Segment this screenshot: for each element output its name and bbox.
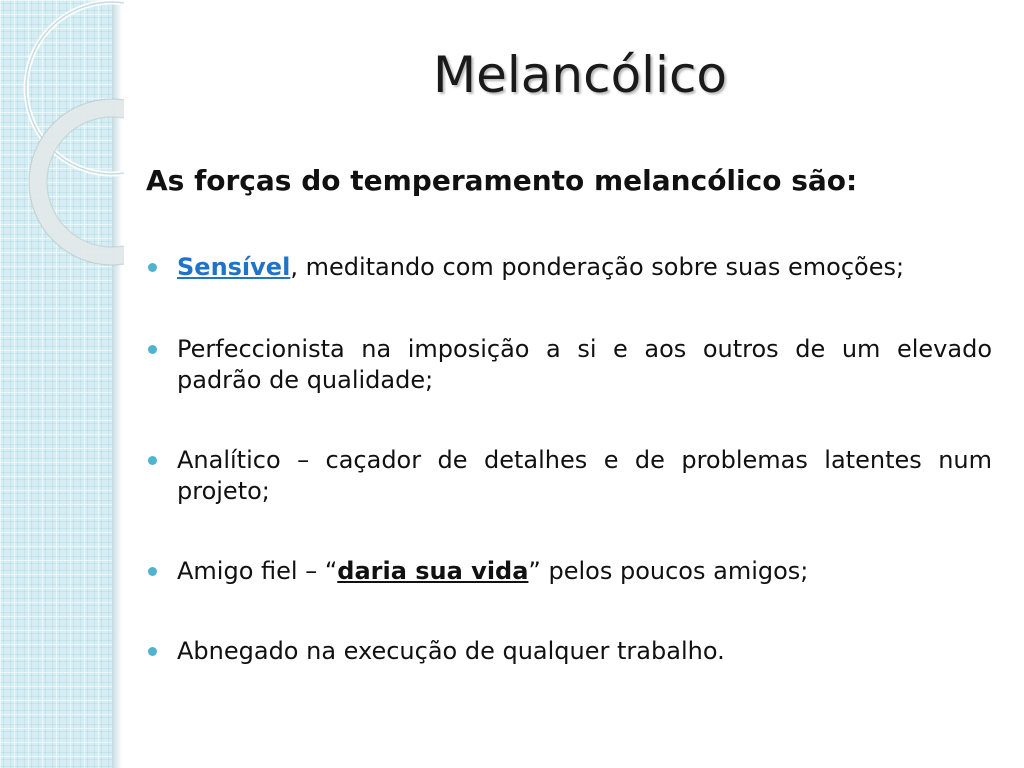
bullet-dot-icon	[148, 345, 157, 354]
bullet-item-amigo-fiel	[146, 556, 808, 587]
slide-title: Melancólico	[432, 46, 728, 104]
bullet-text-before: Amigo fiel – “	[177, 557, 338, 585]
bullet-item-sensivel	[146, 252, 904, 283]
bullet-dot-icon	[148, 567, 157, 576]
bullet-emphasis: daria sua vida	[337, 557, 529, 585]
bullet-item-analitico	[146, 445, 992, 507]
bullet-text: Perfeccionista na imposição a si e aos outros de um elevado padrão de qualidade;	[177, 335, 992, 394]
bullet-dot-icon	[148, 263, 157, 272]
sensivel-link[interactable]: Sensível	[177, 253, 291, 281]
bullet-text: Abnegado na execução de qualquer trabalho.	[177, 637, 725, 665]
bullet-text: Analítico – caçador de detalhes e de problemas latentes num projeto;	[177, 446, 992, 505]
bullet-item-perfeccionista	[146, 334, 992, 396]
bullet-item-abnegado	[146, 636, 725, 667]
bullet-text-after: ” pelos poucos amigos;	[528, 557, 809, 585]
bullet-text: , meditando com ponderação sobre suas emoções;	[290, 253, 905, 281]
bullet-dot-icon	[148, 456, 157, 465]
slide-subtitle: As forças do temperamento melancólico são:	[146, 164, 858, 197]
decorative-rings	[0, 0, 124, 300]
bullet-dot-icon	[148, 647, 157, 656]
